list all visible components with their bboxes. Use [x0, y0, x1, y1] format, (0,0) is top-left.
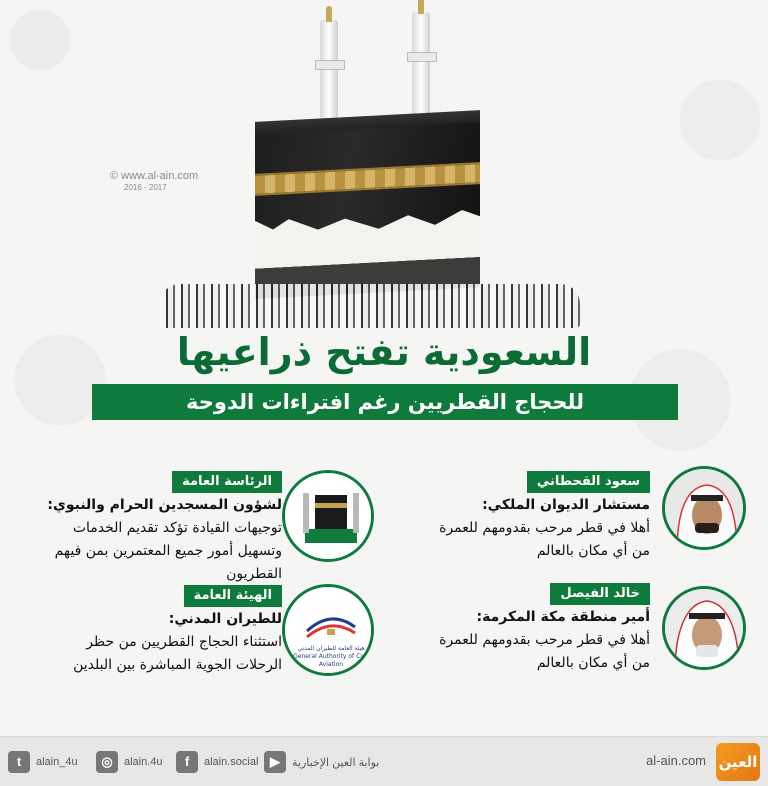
youtube-channel: بوابة العين الإخبارية	[292, 756, 380, 769]
twitter-handle: alain_4u	[36, 756, 78, 768]
facebook-icon: f	[176, 751, 198, 773]
facebook-link[interactable]	[176, 751, 258, 773]
portrait-khalid	[662, 586, 746, 670]
copyright-watermark	[110, 170, 198, 194]
gaca-logo-en: General Authority of Civil Aviation	[293, 653, 369, 668]
pilgrims-crowd	[160, 284, 580, 328]
youtube-icon: ▶	[264, 751, 286, 773]
kaaba	[255, 122, 480, 299]
instagram-handle: alain.4u	[124, 756, 163, 768]
name-tag: الهيئة العامة	[184, 585, 282, 607]
quote-text: أهلا في قطر مرحب بقدومهم للعمرة من أي مكان بالعالم	[439, 632, 650, 671]
statement-text: توجيهات القيادة تؤكد تقديم الخدمات وتسهيل أمور جميع المعتمرين بمن فيهم القطريون	[54, 520, 282, 582]
gaca-logo-ar: هيئة العامة للطيران المدني	[297, 645, 365, 652]
watermark-url: www.al-ain.com	[121, 170, 199, 182]
name-tag: سعود القحطاني	[527, 471, 650, 493]
main-title: السعودية تفتح ذراعيها	[176, 330, 592, 374]
twitter-link[interactable]	[8, 751, 78, 773]
youtube-link[interactable]	[264, 751, 379, 773]
instagram-link[interactable]	[96, 751, 163, 773]
al-ain-logo: العين	[716, 743, 760, 781]
site-url[interactable]: al-ain.com	[646, 753, 706, 768]
portrait-saud	[662, 466, 746, 550]
role-label: للطيران المدني:	[168, 611, 282, 627]
kaaba-illustration	[150, 0, 590, 330]
panel-haramain	[22, 470, 282, 586]
statement-text: استثناء الحجاج القطريين من حظر الرحلات الجوية المباشرة بين البلدين	[73, 634, 282, 673]
kaaba-gold-band	[255, 162, 480, 196]
instagram-icon: ◎	[96, 751, 118, 773]
copyright-icon: ©	[110, 170, 119, 182]
name-tag: الرئاسة العامة	[172, 471, 282, 493]
logo-haramain	[282, 470, 374, 562]
facebook-handle: alain.social	[204, 756, 259, 768]
logo-gaca	[282, 584, 374, 676]
twitter-icon: t	[8, 751, 30, 773]
minaret-left	[320, 20, 338, 130]
quote-text: أهلا في قطر مرحب بقدومهم للعمرة من أي مكان بالعالم	[439, 520, 650, 559]
watermark-years: 2016 - 2017	[124, 183, 167, 192]
role-label: لشؤون المسجدين الحرام والنبوي:	[47, 497, 282, 513]
footer-bar	[0, 736, 768, 786]
subtitle-bar: للحجاج القطريين رغم افتراءات الدوحة	[92, 384, 678, 420]
role-label: أمير منطقة مكة المكرمة:	[476, 609, 650, 625]
panel-gaca	[22, 584, 282, 677]
role-label: مستشار الديوان الملكي:	[482, 497, 650, 513]
name-tag: خالد الفيصل	[550, 583, 650, 605]
